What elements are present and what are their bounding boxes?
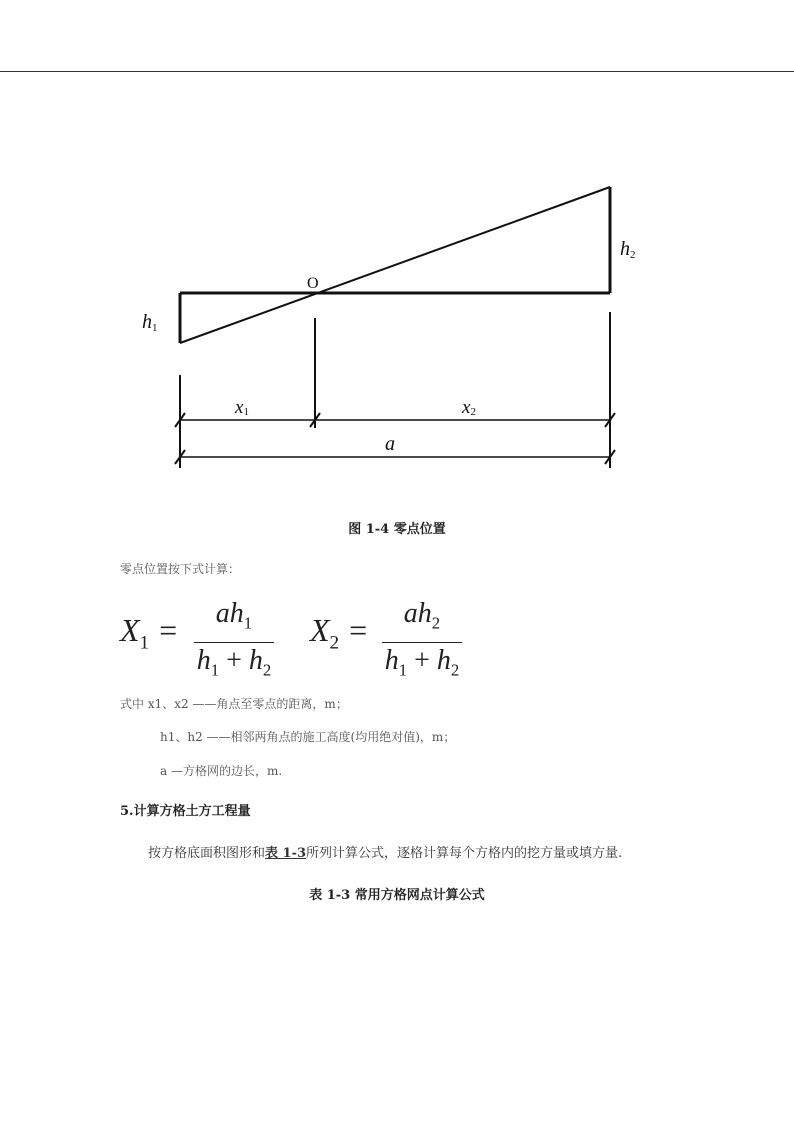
definition-a: a —方格网的边长，m.	[160, 764, 283, 778]
definition-h: h1、h2 ——相邻两角点的施工高度(均用绝对值)，m；	[160, 730, 456, 744]
label-x2: x2	[462, 397, 476, 418]
section-title: 5.计算方格土方工程量	[120, 804, 251, 819]
formula-x2: $X_2$ = $ah_2$ $h_1 + h_2$	[310, 596, 470, 676]
body-paragraph	[148, 842, 622, 861]
body-text-before: 按方格底面积图形和	[148, 846, 266, 861]
body-text-after: 所列计算公式，逐格计算每个方格内的挖方量或填方量.	[306, 846, 623, 861]
label-x1: x1	[235, 397, 249, 418]
label-h2: h2	[620, 238, 636, 261]
label-h1: h1	[142, 311, 158, 334]
table-ref-link[interactable]: 表 1-3	[265, 846, 307, 861]
zero-point-diagram	[130, 170, 660, 480]
header-rule	[0, 71, 794, 72]
label-a: a	[385, 433, 395, 455]
slope-line	[180, 187, 610, 343]
definition-x: 式中 x1、x2 ——角点至零点的距离，m；	[120, 697, 348, 711]
formula-x1: $X_1$ = $ah_1$ $h_1 + h_2$	[120, 596, 280, 676]
intro-text: 零点位置按下式计算：	[120, 562, 241, 576]
label-origin: O	[307, 275, 319, 292]
figure-caption: 图 1-4 零点位置	[348, 522, 446, 537]
table-caption: 表 1-3 常用方格网点计算公式	[309, 888, 485, 903]
